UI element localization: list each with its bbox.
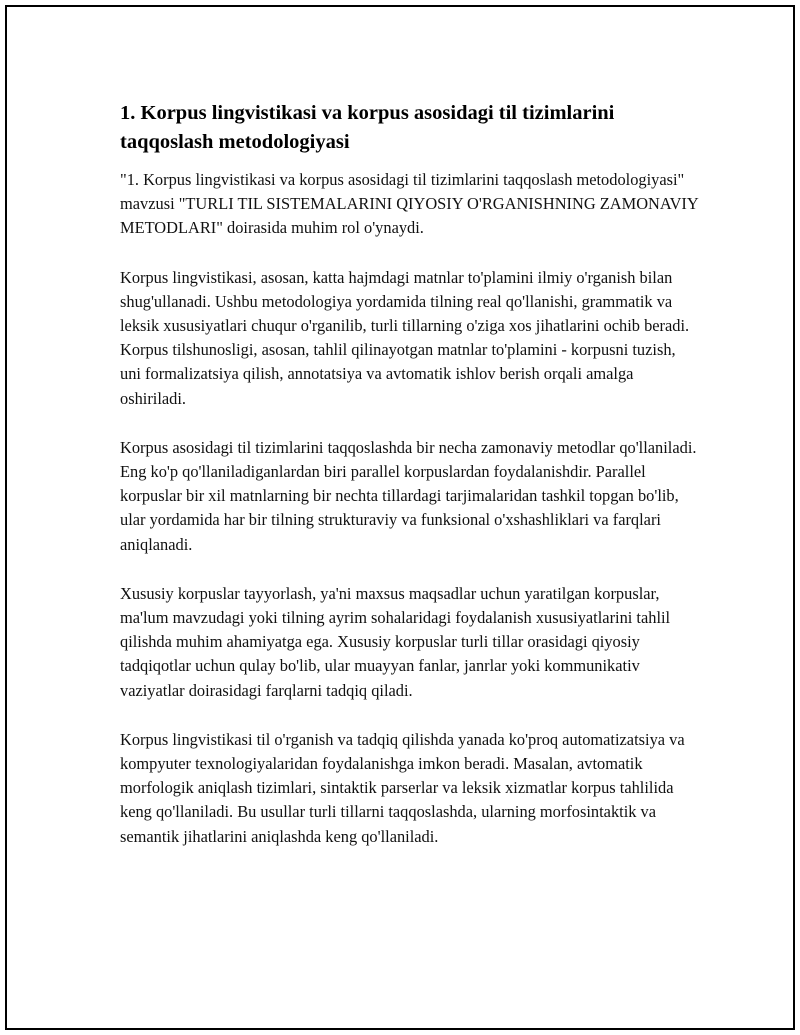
paragraph-automation: Korpus lingvistikasi til o'rganish va tadqiq qilishda yanada ko'proq automatizatsiya va kompyuter texnologiyalaridan foydalanishga imkon beradi. Masalan, avtomatik morfologik aniqlash tizimlari, sintaktik parserlar va leksik xizmatlar korpus tahlilida keng qo'llaniladi. Bu usullar turli tillarni taqqoslashda, ularning morfosintaktik va semantik jihatlarini aniqlashda keng qo'llaniladi.	[120, 729, 685, 846]
paragraph-corpus-linguistics: Korpus lingvistikasi, asosan, katta hajmdagi matnlar to'plamini ilmiy o'rganish bilan shug'ullanadi. Ushbu metodologiya yordamida tilning real qo'llanishi, grammatik va leksik xususiyatlari chuqur o'rganilib, turli tillarning o'ziga xos jihatlarini ochib beradi. Korpus tilshunosligi, asosan, tahlil qilinayotgan matnlar to'plamini - korpusni tuzish, uni formalizatsiya qilish, annotatsiya va avtomatik ishlov berish orqali amalga oshiriladi.	[120, 267, 690, 408]
document-title: 1. Korpus lingvistikasi va korpus asosidagi til tizimlarini taqqoslash metodologiyasi	[120, 102, 615, 153]
document-body	[120, 99, 700, 874]
page-frame	[5, 5, 795, 1030]
paragraph-comparison-methods: Korpus asosidagi til tizimlarini taqqoslashda bir necha zamonaviy metodlar qo'llaniladi. Eng ko'p qo'llaniladiganlardan biri parallel korpuslardan foydalanishdir. Parallel korpuslar bir xil matnlarning bir nechta tillardagi tarjimalaridan tashkil topgan bo'lib, ular yordamida har bir tilning strukturaviy va funksional o'xshashliklari va farqlari aniqlanadi.	[120, 437, 697, 554]
paragraph-intro: "1. Korpus lingvistikasi va korpus asosidagi til tizimlarini taqqoslash metodologiyasi" mavzusi "TURLI TIL SISTEMALARINI QIYOSIY O'RGANISHNING ZAMONAVIY METODLARI" doirasida muhim rol o'ynaydi.	[120, 170, 699, 238]
paragraph-special-corpora: Xususiy korpuslar tayyorlash, ya'ni maxsus maqsadlar uchun yaratilgan korpuslar, ma'lum mavzudagi yoki tilning ayrim sohalaridagi foydalanish xususiyatlarini tahlil qilishda muhim ahamiyatga ega. Xususiy korpuslar turli tillar orasidagi qiyosiy tadqiqotlar uchun qulay bo'lib, ular muayyan fanlar, janrlar yoki kommunikativ vaziyatlar doirasidagi farqlarni tadqiq qiladi.	[120, 583, 671, 700]
